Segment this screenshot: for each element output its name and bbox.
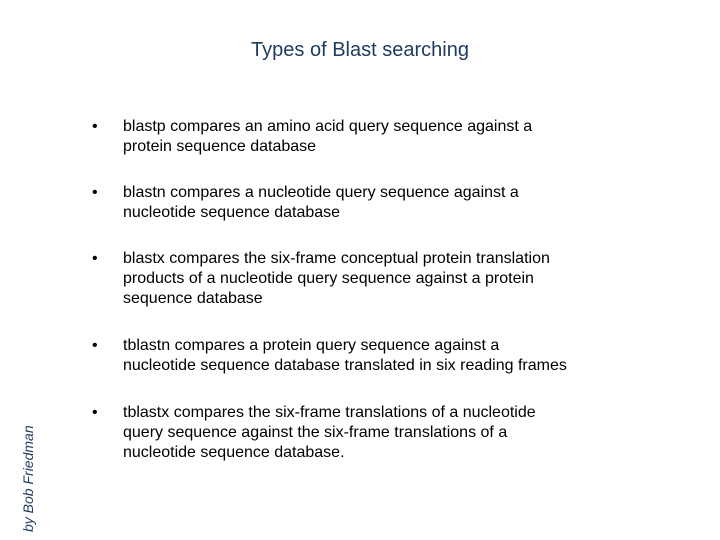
bullet-line: blastn compares a nucleotide query sequence against a xyxy=(123,184,519,201)
bullet-line: nucleotide sequence database translated in six reading frames xyxy=(123,357,567,374)
bullet-line: products of a nucleotide query sequence against a protein xyxy=(123,270,534,287)
bullet-item xyxy=(92,336,652,376)
bullet-line: query sequence against the six-frame translations of a xyxy=(123,424,508,441)
author-credit: by Bob Friedman xyxy=(20,425,36,532)
bullet-dot: • xyxy=(92,118,98,135)
bullet-item xyxy=(92,403,652,463)
slide-title: Types of Blast searching xyxy=(251,39,469,61)
bullet-line: sequence database xyxy=(123,290,263,307)
bullet-item xyxy=(92,117,652,157)
bullet-item xyxy=(92,249,652,309)
bullet-line: nucleotide sequence database xyxy=(123,204,341,221)
bullet-line: tblastx compares the six-frame translations of a nucleotide xyxy=(123,404,536,421)
bullet-dot: • xyxy=(92,250,98,267)
bullet-item xyxy=(92,183,652,223)
bullet-dot: • xyxy=(92,404,98,421)
bullet-line: blastx compares the six-frame conceptual protein translation xyxy=(123,250,550,267)
bullet-line: tblastn compares a protein query sequence against a xyxy=(123,337,500,354)
bullet-dot: • xyxy=(92,337,98,354)
bullet-line: nucleotide sequence database. xyxy=(123,444,345,461)
bullet-line: protein sequence database xyxy=(123,138,317,155)
bullet-list xyxy=(92,117,652,463)
bullet-dot: • xyxy=(92,184,98,201)
bullet-line: blastp compares an amino acid query sequence against a xyxy=(123,118,533,135)
